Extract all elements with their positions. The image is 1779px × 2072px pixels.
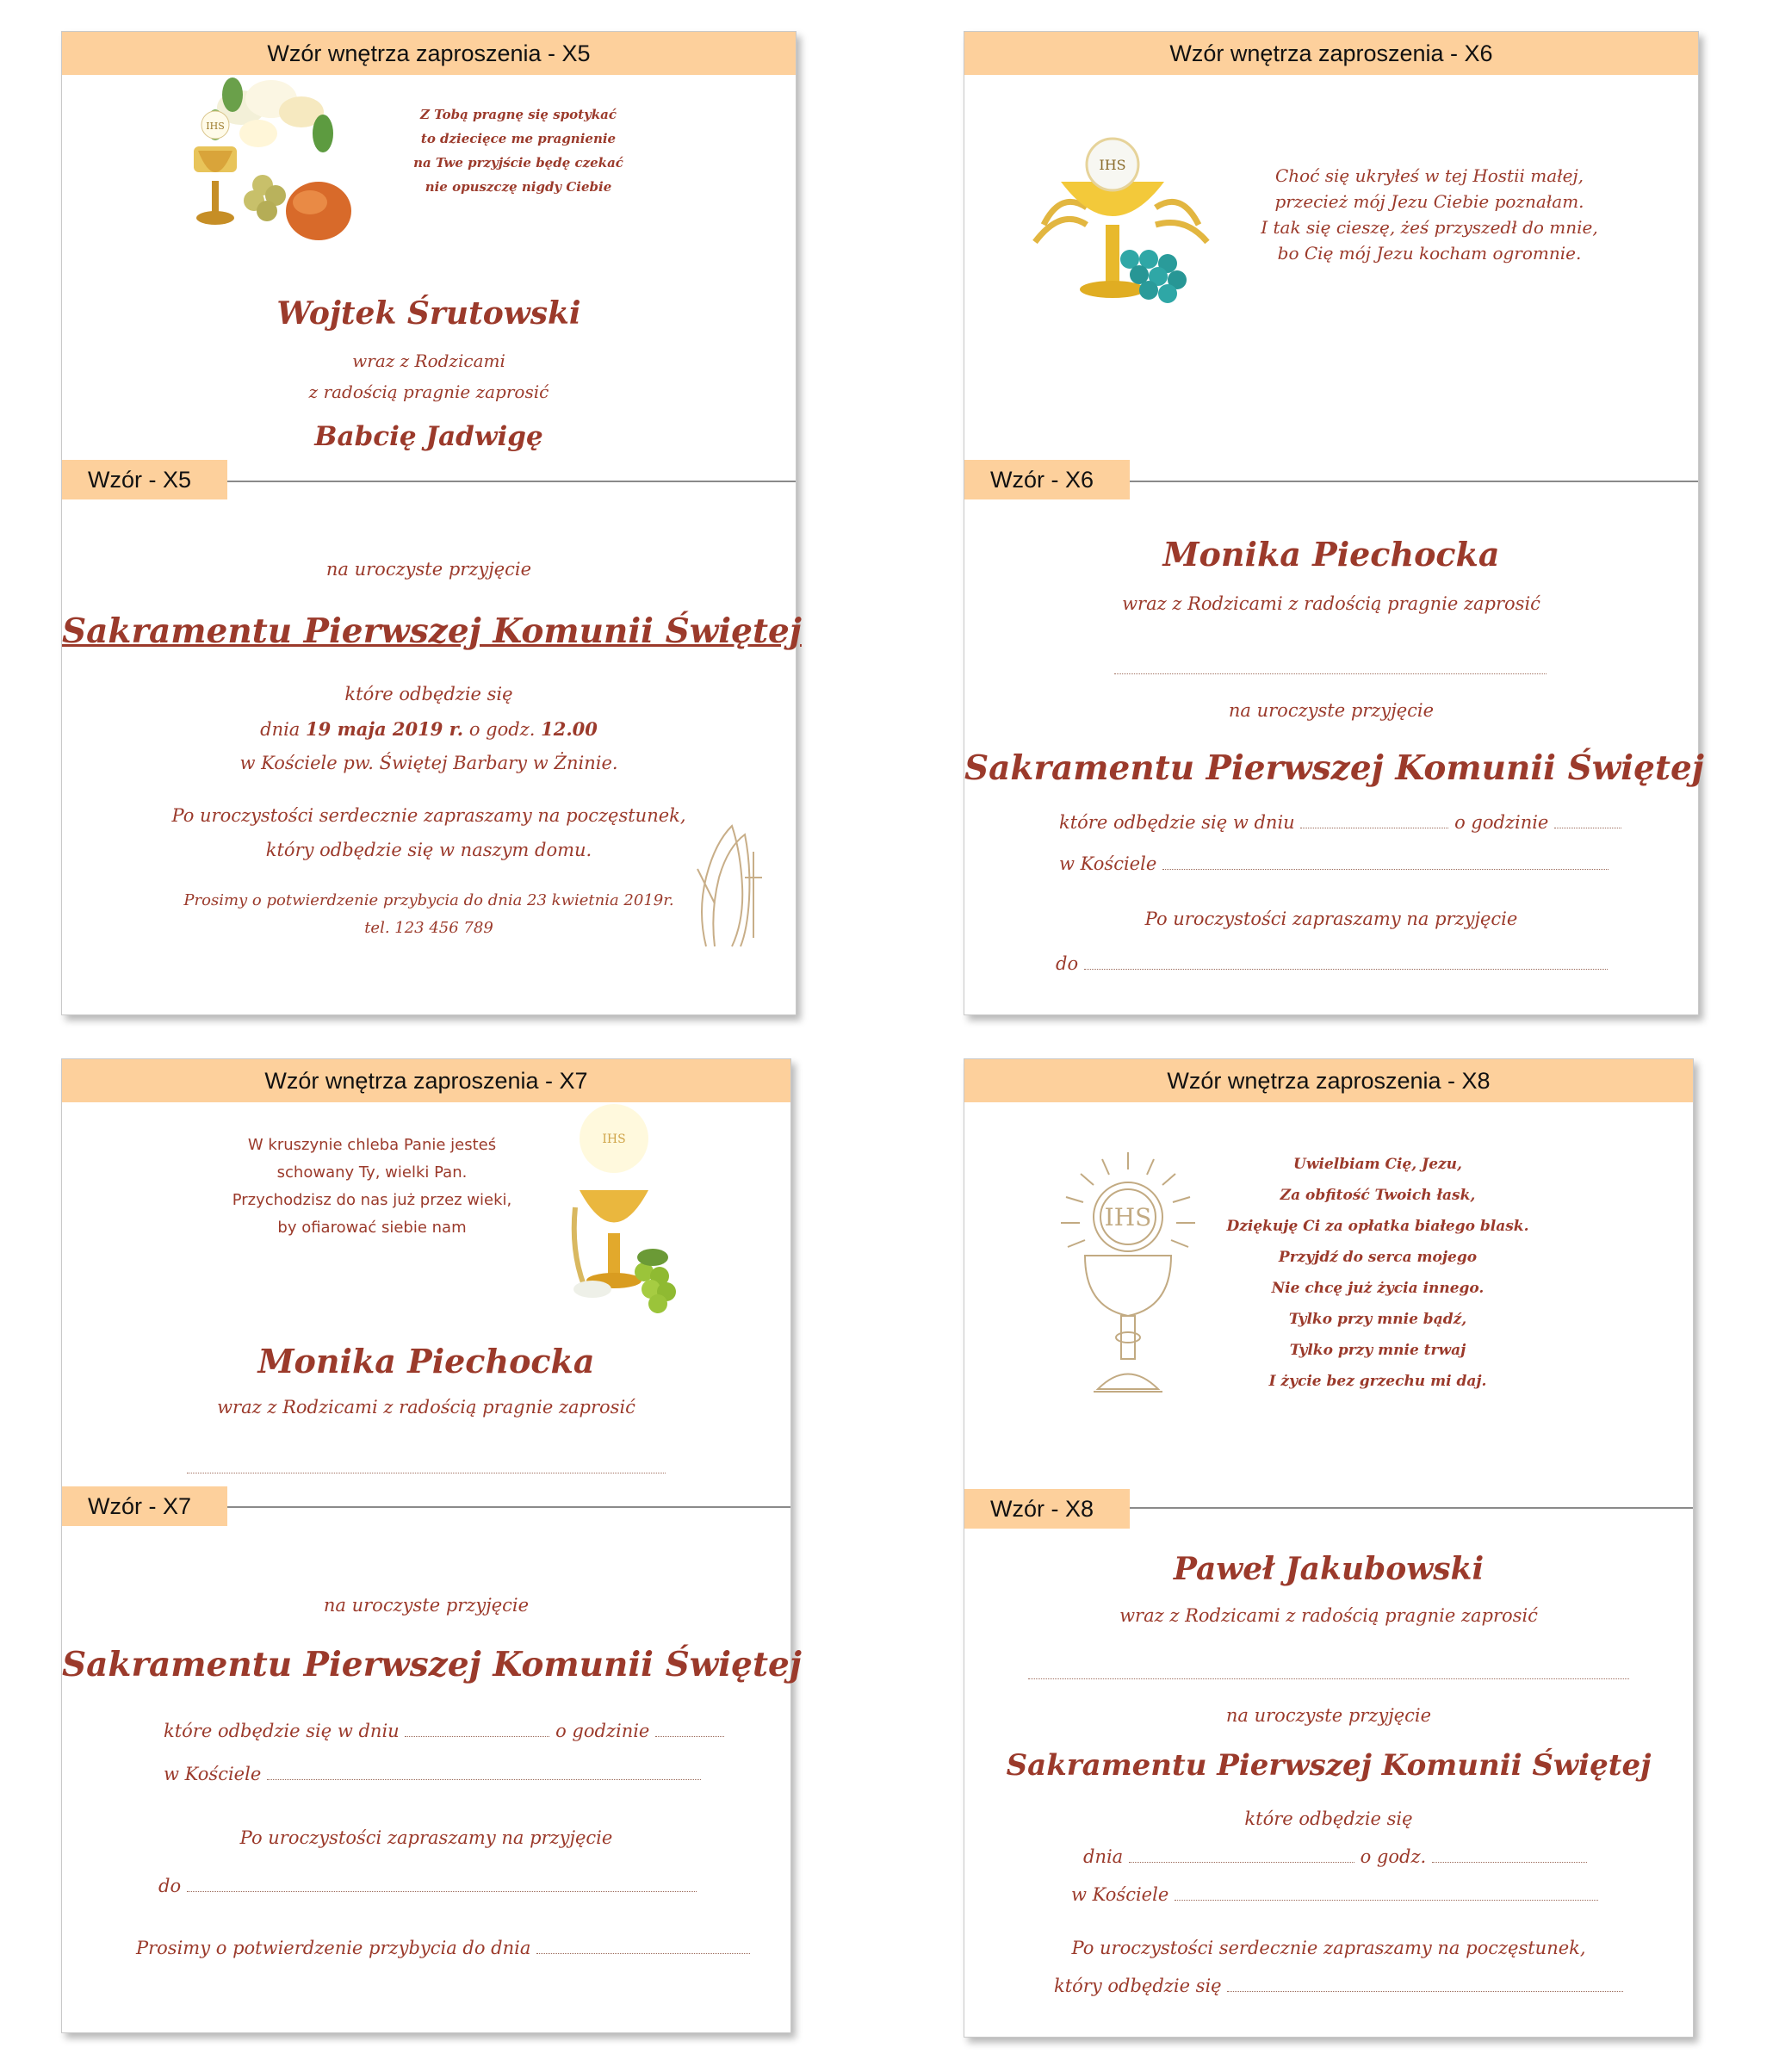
chalice-outline-icon (1051, 1144, 1206, 1402)
child-name: Paweł Jakubowski (1173, 1551, 1485, 1587)
church-row (1071, 1884, 1598, 1905)
to-field[interactable] (1084, 968, 1608, 970)
chalice-wheat-grapes-icon (549, 1104, 679, 1319)
phone-line: tel. 123 456 789 (364, 919, 493, 937)
poem-line: Tylko przy mnie bądź, (1288, 1311, 1467, 1328)
church-row (164, 1764, 701, 1784)
to-field[interactable] (187, 1890, 697, 1892)
to-label: do (1056, 953, 1079, 974)
poem-x7 (191, 1132, 553, 1242)
day-label: które odbędzie się w dniu (1059, 812, 1295, 833)
date-time-row (164, 1721, 724, 1741)
with-parents: wraz z Rodzicami (352, 351, 505, 371)
time-field[interactable] (655, 1735, 724, 1737)
church-label: w Kościele (164, 1764, 262, 1784)
reception-line: Po uroczystości zapraszamy na przyjęcie (239, 1827, 613, 1848)
event-date: 19 maja 2019 r. (306, 718, 464, 740)
occasion-intro: na uroczyste przyjęcie (325, 559, 532, 580)
card-header-x6: Wzór wnętrza zaproszenia - X6 (964, 32, 1698, 75)
reception-line-1: Po uroczystości serdecznie zapraszamy na poczęstunek, (171, 805, 686, 826)
child-name: Wojtek Śrutowski (276, 295, 581, 332)
church-field[interactable] (1162, 868, 1609, 870)
takes-place: które odbędzie się (344, 684, 513, 704)
occasion-intro: na uroczyste przyjęcie (1225, 1705, 1432, 1726)
sacrament-title: Sakramentu Pierwszej Komunii Świętej (964, 748, 1704, 788)
invitation-card-x7 (61, 1058, 802, 2033)
poem-line: Z Tobą pragnę się spotykać (419, 107, 617, 122)
invitation-card-x6 (964, 31, 1704, 1015)
church-line: w Kościele pw. Świętej Barbary w Żninie. (239, 753, 618, 773)
poem-x8 (1223, 1149, 1533, 1397)
chalice-host-grapes-icon (1026, 121, 1216, 311)
fold-line (227, 481, 796, 482)
poem-line: W kruszynie chleba Panie jesteś (247, 1136, 497, 1154)
poem-line: Tylko przy mnie trwaj (1289, 1342, 1466, 1359)
fold-tab-x7: Wzór - X7 (62, 1486, 227, 1526)
date-time-row (1059, 812, 1621, 833)
day-field[interactable] (1129, 1861, 1354, 1863)
date-line (62, 718, 796, 740)
to-row (1056, 953, 1608, 974)
poem-line: schowany Ty, wielki Pan. (276, 1163, 468, 1182)
ihs-label: IHS (1099, 157, 1126, 173)
church-row (1059, 853, 1609, 874)
time-field[interactable] (1554, 827, 1621, 828)
invitation-card-x8 (964, 1058, 1694, 2038)
reception-line-2: który odbędzie się w naszym domu. (265, 840, 592, 860)
child-name: Monika Piechocka (1162, 535, 1500, 574)
date-prefix: dnia (260, 719, 301, 740)
church-label: w Kościele (1071, 1884, 1169, 1905)
ihs-label: IHS (602, 1132, 626, 1146)
poem-line: nie opuszczę nigdy Ciebie (425, 179, 612, 195)
time-label: o godzinie (1454, 812, 1549, 833)
rsvp-row (136, 1938, 750, 1958)
invite-text: wraz z Rodzicami z radością pragnie zaprosić (1119, 1605, 1538, 1626)
poem-line: Uwielbiam Cię, Jezu, (1293, 1156, 1462, 1173)
invite-text: z radością pragnie zaprosić (308, 382, 549, 402)
day-field[interactable] (405, 1735, 549, 1737)
fold-tab-x6: Wzór - X6 (964, 460, 1130, 499)
invitation-card-x5 (61, 31, 802, 1015)
poem-line: bo Cię mój Jezu kocham ogromnie. (1277, 243, 1582, 264)
sacrament-title: Sakramentu Pierwszej Komunii Świętej (1006, 1748, 1652, 1783)
praying-hands-icon (680, 817, 775, 955)
poem-line: Przychodzisz do nas już przez wieki, (232, 1191, 512, 1209)
reception-line: Po uroczystości zapraszamy na przyjęcie (1144, 909, 1518, 929)
time-label: o godz. (1360, 1846, 1427, 1867)
date-time-row (1083, 1846, 1587, 1867)
poem-line: Za obfitość Twoich łask, (1280, 1187, 1476, 1204)
reception-line-2: który odbędzie się (1054, 1976, 1222, 1996)
poem-line: na Twe przyjście będę czekać (413, 155, 623, 171)
invite-text: wraz z Rodzicami z radością pragnie zaprosić (217, 1397, 635, 1418)
poem-line: I tak się cieszę, żeś przyszedł do mnie, (1261, 217, 1598, 238)
card-header-x7: Wzór wnętrza zaproszenia - X7 (62, 1059, 790, 1102)
day-label: które odbędzie się w dniu (164, 1721, 400, 1741)
child-name: Monika Piechocka (257, 1342, 595, 1380)
church-field[interactable] (1175, 1899, 1598, 1901)
poem-line: przecież mój Jezu Ciebie poznałam. (1274, 191, 1584, 212)
fold-line (227, 1506, 790, 1508)
time-field[interactable] (1432, 1861, 1587, 1863)
card-header-x8: Wzór wnętrza zaproszenia - X8 (964, 1059, 1693, 1102)
chalice-flowers-image (181, 73, 362, 258)
church-label: w Kościele (1059, 853, 1157, 874)
sacrament-title: Sakramentu Pierwszej Komunii Świętej (62, 1645, 802, 1684)
fold-line (1130, 1507, 1693, 1509)
poem-x5 (389, 102, 648, 199)
occasion-intro: na uroczyste przyjęcie (323, 1595, 530, 1616)
reception-row-2 (1054, 1976, 1623, 1996)
poem-line: I życie bez grzechu mi daj. (1268, 1373, 1487, 1390)
poem-line: by ofiarować siebie nam (277, 1219, 467, 1237)
to-row (158, 1876, 697, 1896)
fold-line (1130, 481, 1698, 482)
invite-text: wraz z Rodzicami z radością pragnie zaprosić (1122, 593, 1540, 614)
blank-line (1114, 673, 1547, 674)
day-field[interactable] (1300, 827, 1448, 828)
fold-tab-x8: Wzór - X8 (964, 1489, 1130, 1529)
occasion-intro: na uroczyste przyjęcie (1228, 700, 1435, 721)
takes-place: które odbędzie się (1244, 1808, 1413, 1829)
reception-line-1: Po uroczystości serdecznie zapraszamy na poczęstunek, (1071, 1938, 1586, 1958)
ihs-label: IHS (206, 121, 225, 132)
ihs-label: IHS (1104, 1203, 1152, 1231)
day-label: dnia (1083, 1846, 1124, 1867)
sacrament-title: Sakramentu Pierwszej Komunii Świętej (62, 611, 802, 651)
fold-tab-x5: Wzór - X5 (62, 460, 227, 499)
blank-line (1028, 1678, 1629, 1679)
poem-line: Choć się ukryłeś w tej Hostii małej, (1274, 165, 1584, 186)
rsvp-label: Prosimy o potwierdzenie przybycia do dnia (136, 1938, 531, 1958)
rsvp-field[interactable] (536, 1952, 750, 1954)
rsvp-line: Prosimy o potwierdzenie przybycia do dnia 23 kwietnia 2019r. (183, 891, 674, 909)
poem-line: Przyjdź do serca mojego (1278, 1249, 1478, 1266)
church-field[interactable] (267, 1778, 701, 1780)
time-label: o godzinie (555, 1721, 650, 1741)
poem-line: to dziecięce me pragnienie (420, 131, 617, 146)
time-prefix: o godz. (468, 719, 536, 740)
poem-x6 (1223, 163, 1636, 266)
card-header-x5: Wzór wnętrza zaproszenia - X5 (62, 32, 796, 75)
to-label: do (158, 1876, 182, 1896)
reception-field[interactable] (1227, 1990, 1623, 1992)
event-time: 12.00 (541, 718, 598, 740)
poem-line: Nie chcę już życia innego. (1271, 1280, 1485, 1297)
poem-line: Dziękuję Ci za opłatka białego blask. (1226, 1218, 1529, 1235)
guest-name: Babcię Jadwigę (314, 421, 543, 452)
